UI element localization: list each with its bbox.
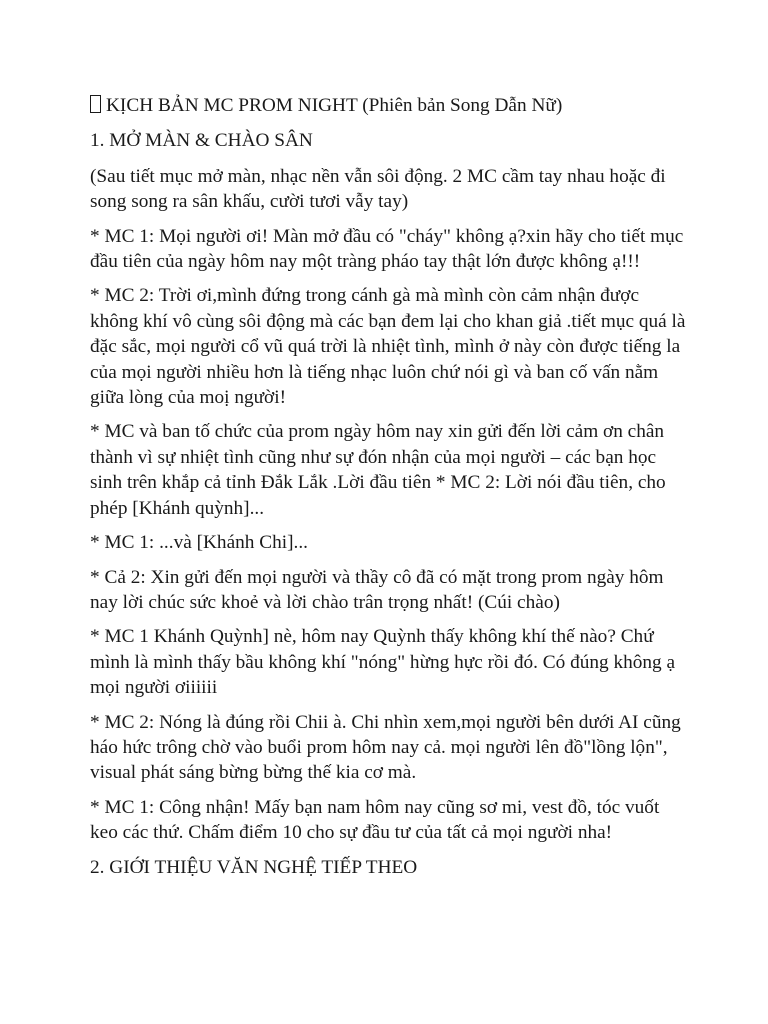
- paragraph-both-greeting: * Cả 2: Xin gửi đến mọi người và thầy cô đã có mặt trong prom ngày hôm nay lời chúc sức khoẻ và lời chào trân trọng nhất! (Cúi chào): [90, 566, 664, 613]
- paragraph-thanks: * MC và ban tố chức của prom ngày hôm nay xin gửi đến lời cảm ơn chân thành vì sự nhiệt tình cũng như sự đón nhận của mọi người – các bạn học sinh trên khắp cả tỉnh Đắk Lắk .Lời đầu tiên * MC 2: Lời nói đầu tiên, cho phép [Khánh quỳnh]...: [90, 421, 666, 519]
- paragraph-mc1-name: * MC 1: ...và [Khánh Chi]...: [90, 532, 308, 554]
- paragraph-mc1-atmosphere: * MC 1 Khánh Quỳnh] nè, hôm nay Quỳnh thấy không khí thế nào? Chứ mình là mình thấy bầu không khí "nóng" hừng hực rồi đó. Có đúng không ạ mọi người ơiiiiii: [90, 626, 676, 699]
- paragraph-mc1-outfits: * MC 1: Công nhận! Mấy bạn nam hôm nay cũng sơ mi, vest đồ, tóc vuốt keo các thứ. Chấm điểm 10 cho sự đầu tư của tất cả mọi người nha!: [90, 796, 660, 844]
- paragraph-mc1-opening: * MC 1: Mọi người ơi! Màn mở đầu có "cháy" không ạ?xin hãy cho tiết mục đầu tiên của ngày hôm nay một tràng pháo tay thật lớn được không ạ!!!: [90, 225, 684, 273]
- paragraph-mc2-atmosphere: * MC 2: Nóng là đúng rồi Chii à. Chi nhìn xem,mọi người bên dưới AI cũng háo hức trông chờ vào buổi prom hôm nay cả. mọi người lên đồ"lồng lộn", visual phát sáng bừng bừng thế kia cơ mà.: [90, 711, 681, 784]
- paragraph-stage-direction: (Sau tiết mục mở màn, nhạc nền vẫn sôi động. 2 MC cầm tay nhau hoặc đi song song ra sân khấu, cười tươi vẫy tay): [90, 165, 666, 213]
- section-heading-1: 1. MỞ MÀN & CHÀO SÂN: [90, 130, 313, 152]
- section-heading-2: 2. GIỚI THIỆU VĂN NGHỆ TIẾP THEO: [90, 856, 418, 878]
- document-title: [90, 93, 688, 118]
- paragraph-mc2-response: * MC 2: Trời ơi,mình đứng trong cánh gà mà mình còn cảm nhận được không khí vô cùng sôi động mà các bạn đem lại cho khan giả .tiết mục quá là đặc sắc, mọi người cổ vũ quá trời là nhiệt tình, mình ở này còn được tiếng la của mọi người nhiều hơn là tiếng nhạc luôn chứ nói gì và ban cố vấn nằm giữa lòng của moị người!: [90, 285, 686, 409]
- document-title-text: KỊCH BẢN MC PROM NIGHT (Phiên bản Song Dẫn Nữ): [106, 95, 563, 116]
- missing-glyph-icon: [90, 95, 101, 113]
